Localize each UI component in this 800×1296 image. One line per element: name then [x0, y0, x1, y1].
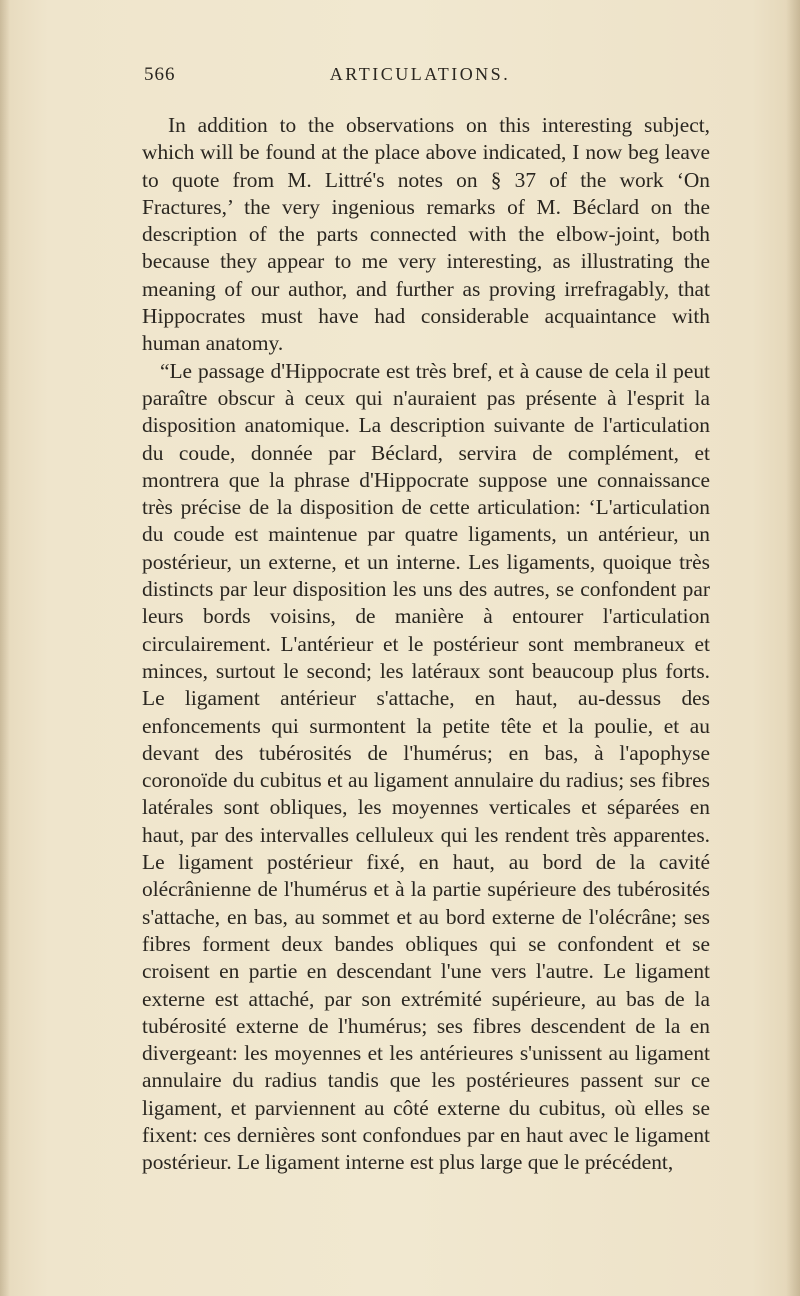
page-header — [140, 64, 700, 88]
running-title: ARTICULATIONS. — [329, 64, 511, 84]
page-edge-left — [0, 0, 10, 1296]
paragraph-french-quotation: “Le passage d'Hippocrate est très bref, et à cause de cela il peut paraître obscur à ceux qui n'auraient pas présente à l'esprit la disposition anatomique. La description suivante de l'articulation du coude, donnée par Béclard, servira de complément, et montrera que la phrase d'Hippocrate suppose une connaissance très précise de la disposition de cette articulation: ‘L'articulation du coude est maintenue par quatre ligaments, un antérieur, un postérieur, un externe, et un interne. Les ligaments, quoique très distincts par leur disposition les uns des autres, se confondent par leurs bords voisins, de manière à entourer l'articulation circulairement. L'antérieur et le postérieur sont membraneux et minces, surtout le second; les latéraux sont beaucoup plus forts. Le ligament antérieur s'attache, en haut, au-dessus des enfoncements qui surmontent la petite tête et la poulie, et au devant des tubérosités de l'humérus; en bas, à l'apophyse coronoïde du cubitus et au ligament annulaire du radius; ses fibres latérales sont obliques, les moyennes verticales et séparées en haut, par des intervalles celluleux qui les rendent très apparentes. Le ligament postérieur fixé, en haut, au bord de la cavité olécrânienne de l'humérus et à la partie supérieure des tubérosités s'attache, en bas, au sommet et au bord externe de l'olécrâne; ses fibres forment deux bandes obliques qui se confondent et se croisent en partie en descendant l'une vers l'autre. Le ligament externe est attaché, par son extrémité supérieure, au bas de la tubérosité externe de l'humérus; ses fibres descendent de la en divergeant: les moyennes et les antérieures s'unissent au ligament annulaire du radius tandis que les postérieures passent sur ce ligament, et parviennent au côté externe du cubitus, où elles se fixent: ces dernières sont confondues par en haut avec le ligament postérieur. Le ligament interne est plus large que le précédent, — [142, 358, 710, 1175]
paragraph-english: In addition to the observations on this interesting subject, which will be found at the place above indicated, I now beg leave to quote from M. Littré's notes on § 37 of the work ‘On Fractures,’ the very ingenious remarks of M. Béclard on the description of the parts connected with the elbow-joint, both because they appear to me very interesting, as illustrating the meaning of our author, and further as proving irrefragably, that Hippocrates must have had considerable acquaintance with human anatomy. — [142, 113, 710, 356]
page-edge-right — [786, 0, 800, 1296]
body-text — [142, 112, 710, 1177]
page-number: 566 — [144, 64, 176, 85]
